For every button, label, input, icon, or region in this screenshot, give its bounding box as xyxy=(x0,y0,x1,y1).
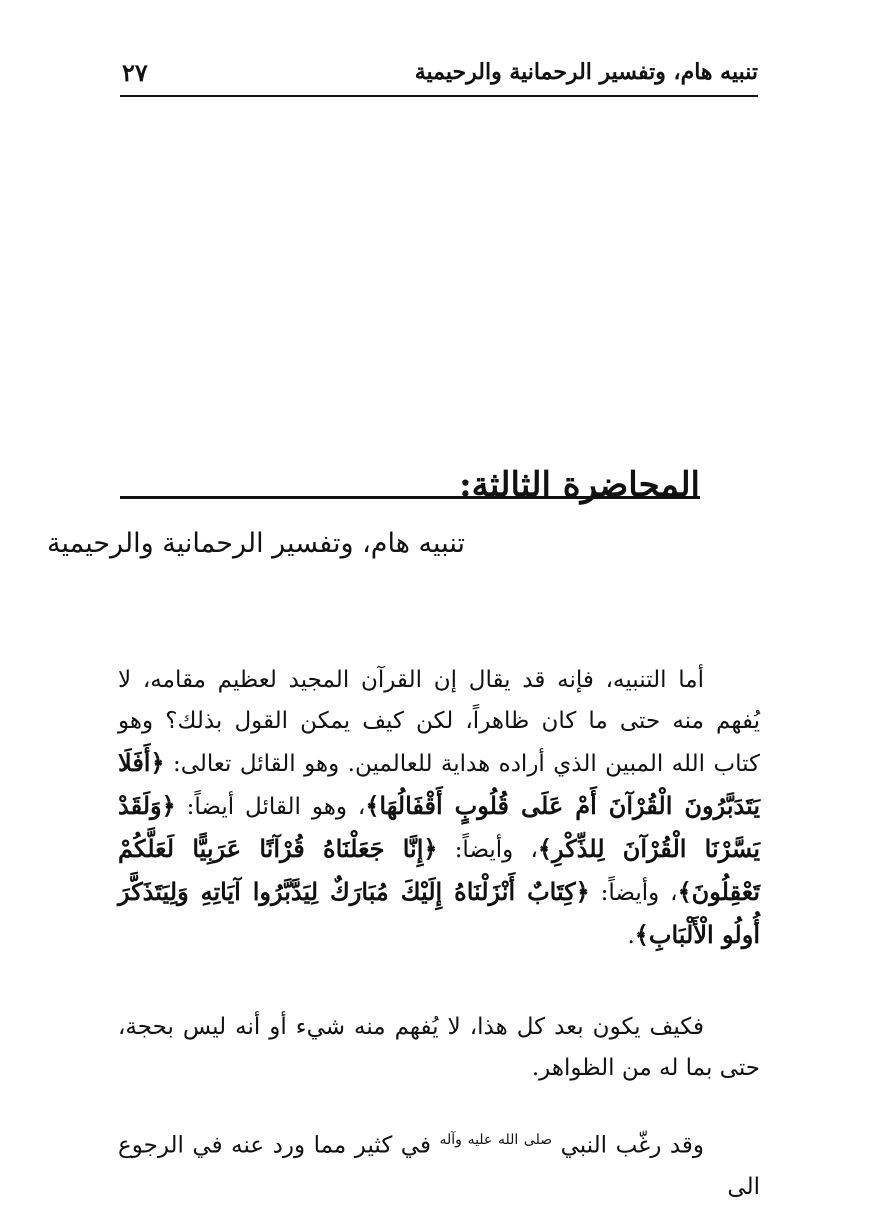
paragraph-1-text-e: . xyxy=(627,923,635,949)
header-divider xyxy=(120,95,758,97)
paragraph-1-text-a: أما التنبيه، فإنه قد يقال إن القرآن المجيد لعظيم مقامه، لا يُفهم منه حتى ما كان ظاهراً، لكن كيف يمكن القول بذلك؟ وهو كتاب الله المبين الذي أراده هداية للعالمين. وهو القائل تعالى: xyxy=(118,667,760,777)
lecture-heading-underline xyxy=(120,496,700,499)
paragraph-3-text-b: في كثير مما ورد عنه في الرجوع الى xyxy=(118,1132,760,1200)
paragraph-1-text-b: ، وهو القائل أيضاً: xyxy=(186,794,366,820)
running-header-title: تنبيه هام، وتفسير الرحمانية والرحيمية xyxy=(414,59,758,85)
salutation-ligature: صلى الله عليه وآله xyxy=(439,1132,553,1148)
section-subtitle: تنبيه هام، وتفسير الرحمانية والرحيمية xyxy=(46,528,465,559)
paragraph-2 xyxy=(118,1007,760,1089)
lecture-heading: المحاضرة الثالثة: xyxy=(459,465,700,505)
paragraph-3-text-a: وقد رغّب النبي xyxy=(560,1132,705,1159)
quran-verse-4: ﴿كِتَابٌ أَنْزَلْنَاهُ إِلَيْكَ مُبَارَكٌ لِيَدَّبَّرُوا آيَاتِهِ وَلِيَتَذَكَّرَ أُولُو الْأَلْبَابِ﴾ xyxy=(118,877,760,949)
page-number: ٢٧ xyxy=(122,57,148,87)
paragraph-3 xyxy=(118,1120,760,1208)
paragraph-1-text-d: ، وأيضاً: xyxy=(600,880,678,906)
running-header xyxy=(122,50,758,94)
quran-verse-2: ﴿وَلَقَدْ يَسَّرْنَا الْقُرْآنَ لِلذِّكْرِ﴾ xyxy=(118,791,760,863)
quran-verse-1: ﴿أَفَلَا يَتَدَبَّرُونَ الْقُرْآنَ أَمْ عَلَى قُلُوبٍ أَقْفَالُهَا﴾ xyxy=(118,748,761,820)
paragraph-2-text: فكيف يكون بعد كل هذا، لا يُفهم منه شيء أو أنه ليس بحجة، حتى بما له من الظواهر. xyxy=(118,1014,760,1081)
quran-verse-3: ﴿إِنَّا جَعَلْنَاهُ قُرْآنًا عَرَبِيًّا لَعَلَّكُمْ تَعْقِلُونَ﴾ xyxy=(118,834,760,906)
paragraph-1 xyxy=(118,660,760,957)
paragraph-1-text-c: ، وأيضاً: xyxy=(454,837,538,863)
